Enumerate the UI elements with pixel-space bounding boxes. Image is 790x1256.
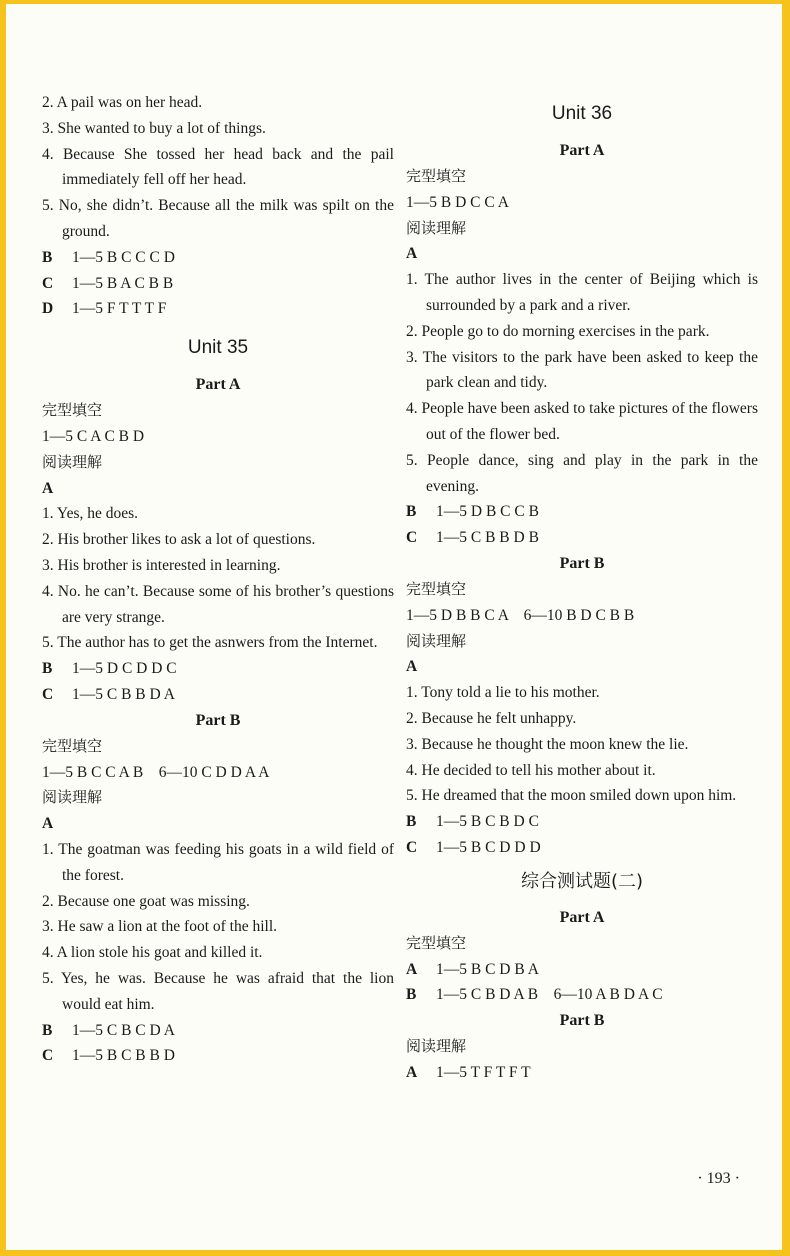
answer-item: 5. He dreamed that the moon smiled down upon him. <box>406 787 737 805</box>
answer-letter: C <box>42 274 54 292</box>
answer-item: 3. She wanted to buy a lot of things. <box>42 119 266 137</box>
answer-item: 1. The goatman was feeding his goats in a wild field of the forest. <box>42 840 394 884</box>
section-letter: A <box>42 815 54 833</box>
unit-title: Unit 36 <box>551 103 613 124</box>
answer-letter: B <box>406 813 417 831</box>
answer-item: 3. He saw a lion at the foot of the hill. <box>42 918 278 936</box>
section-label: 完型填空 <box>406 167 467 185</box>
answer-letter: B <box>406 503 417 521</box>
right-column <box>406 100 758 1086</box>
answer-item: 3. His brother is interested in learning. <box>42 556 281 574</box>
answer-text: 1—5 F T T T F <box>72 300 167 318</box>
answer-letter: B <box>42 248 53 266</box>
answer-item: 2. Because he felt unhappy. <box>406 709 577 727</box>
answer-item: 5. No, she didn’t. Because all the milk was spilt on the ground. <box>42 197 394 240</box>
answer-item: 2. His brother likes to ask a lot of questions. <box>42 531 316 549</box>
answer-row <box>406 957 758 983</box>
cloze-answer: 1—5 C A C B D <box>42 427 145 445</box>
page-number: · 193 · <box>697 1170 740 1187</box>
answer-item: 4. No. he can’t. Because some of his brother’s questions are very strange. <box>42 582 394 626</box>
section-label: 完型填空 <box>42 736 103 755</box>
cloze-answer: 1—5 B D C C A <box>406 193 509 211</box>
answer-row <box>406 809 758 835</box>
part-heading: Part B <box>559 554 605 572</box>
answer-letter: C <box>406 529 418 547</box>
answer-text: 1—5 B C B D C <box>436 813 539 831</box>
answer-letter: C <box>406 838 418 856</box>
answer-text: 1—5 C B C D A <box>72 1021 175 1039</box>
answer-row <box>42 656 394 682</box>
answer-text: 1—5 D B C C B <box>436 503 539 521</box>
answer-letter: C <box>42 685 54 703</box>
cloze-answer: 1—5 D B B C A 6—10 B D C B B <box>406 606 635 624</box>
test-title: 综合测试题(二) <box>520 870 644 892</box>
answer-letter: A <box>406 960 418 978</box>
section-label: 阅读理解 <box>42 452 103 471</box>
answer-item: 4. People have been asked to take pictures of the flowers out of the flower bed. <box>406 400 758 443</box>
answer-item: 1. Tony told a lie to his mother. <box>406 684 600 702</box>
answer-row <box>42 1043 394 1069</box>
answer-item: 5. Yes, he was. Because he was afraid that the lion would eat him. <box>42 969 394 1013</box>
section-label: 完型填空 <box>406 933 467 952</box>
answer-row <box>406 982 758 1008</box>
answer-item: 2. People go to do morning exercises in the park. <box>406 322 710 340</box>
answer-text: 1—5 C B B D A <box>72 685 175 703</box>
answer-row <box>406 835 758 861</box>
section-label: 阅读理解 <box>406 1037 467 1056</box>
answer-text: 1—5 C B D A B 6—10 A B D A C <box>436 986 663 1004</box>
section-label: 阅读理解 <box>406 631 467 650</box>
section-label: 完型填空 <box>42 401 103 420</box>
answer-row <box>406 499 758 525</box>
answer-letter: B <box>42 660 53 678</box>
part-heading: Part B <box>195 711 241 729</box>
answer-item: 2. A pail was on her head. <box>42 94 203 111</box>
cloze-answer: 1—5 B C C A B 6—10 C D D A A <box>42 763 270 781</box>
answer-item: 1. The author lives in the center of Beijing which is surrounded by a park and a river. <box>406 271 758 314</box>
section-letter: A <box>406 658 418 676</box>
answer-letter: A <box>406 1063 418 1081</box>
answer-row <box>42 296 394 322</box>
answer-row <box>406 1060 758 1086</box>
answer-item: 3. Because he thought the moon knew the lie. <box>406 735 689 753</box>
answer-text: 1—5 B C B B D <box>72 1047 175 1065</box>
section-letter: A <box>42 479 54 497</box>
section-letter: A <box>406 245 418 263</box>
answer-letter: B <box>406 986 417 1004</box>
answer-item: 4. A lion stole his goat and killed it. <box>42 944 263 962</box>
answer-item: 4. Because She tossed her head back and the pail immediately fell off her head. <box>42 145 394 189</box>
answer-text: 1—5 B C C C D <box>72 248 175 266</box>
part-heading: Part A <box>195 376 241 394</box>
answer-text: 1—5 D C D D C <box>72 660 177 678</box>
answer-item: 3. The visitors to the park have been asked to keep the park clean and tidy. <box>406 348 758 392</box>
answer-row <box>406 525 758 551</box>
left-column <box>42 90 394 1069</box>
answer-item: 5. People dance, sing and play in the park in the evening. <box>406 451 758 495</box>
section-label: 完型填空 <box>406 579 467 598</box>
answer-letter: D <box>42 300 54 318</box>
answer-text: 1—5 B C D D D <box>436 838 541 856</box>
section-label: 阅读理解 <box>42 788 103 807</box>
answer-letter: C <box>42 1047 54 1065</box>
answer-item: 2. Because one goat was missing. <box>42 892 250 910</box>
section-label: 阅读理解 <box>406 218 467 237</box>
page <box>6 4 782 1250</box>
answer-row <box>42 271 394 297</box>
answer-item: 1. Yes, he does. <box>42 505 139 523</box>
answer-text: 1—5 B C D B A <box>436 960 539 978</box>
answer-item: 5. The author has to get the asnwers from the Internet. <box>42 634 378 652</box>
answer-text: 1—5 C B B D B <box>436 529 539 547</box>
answer-text: 1—5 B A C B B <box>72 274 174 292</box>
unit-title: Unit 35 <box>187 337 249 359</box>
answer-text: 1—5 T F T F T <box>436 1063 531 1081</box>
answer-row <box>42 682 394 708</box>
answer-letter: B <box>42 1021 53 1039</box>
part-heading: Part A <box>559 908 605 926</box>
answer-row <box>42 245 394 271</box>
answer-row <box>42 1018 394 1044</box>
part-heading: Part A <box>559 142 605 159</box>
answer-item: 4. He decided to tell his mother about it. <box>406 761 656 779</box>
part-heading: Part B <box>559 1012 605 1030</box>
